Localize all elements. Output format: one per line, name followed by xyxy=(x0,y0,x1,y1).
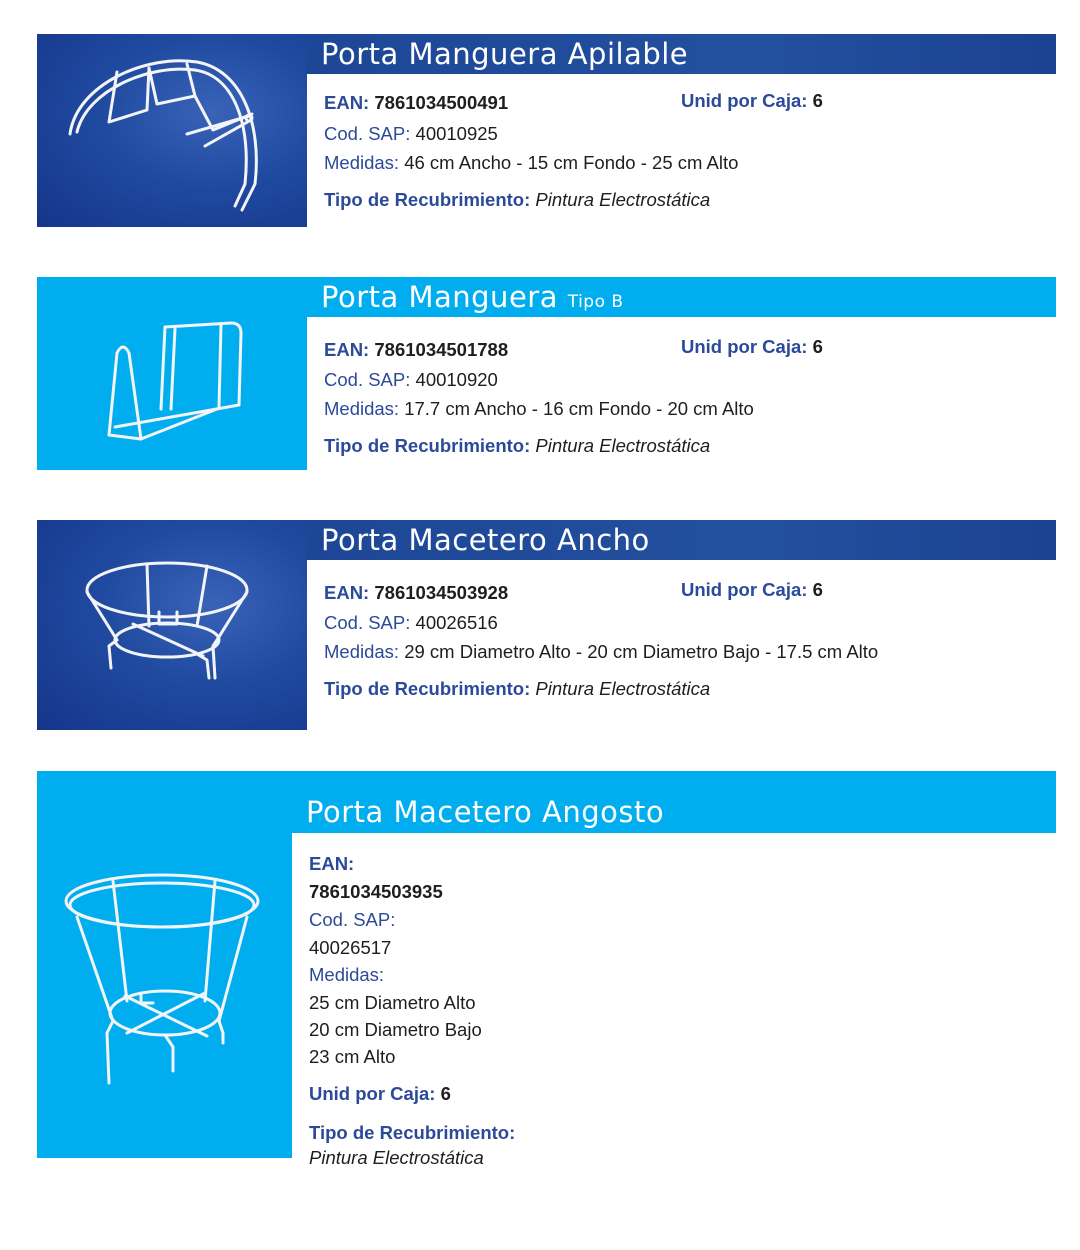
ean-row xyxy=(324,92,508,114)
unid-label: Unid por Caja: xyxy=(309,1083,436,1104)
ean-label: EAN: xyxy=(309,853,355,874)
tipo-value: Pintura Electrostática xyxy=(535,435,711,456)
medidas-value: 46 cm Ancho - 15 cm Fondo - 25 cm Alto xyxy=(404,152,739,173)
medidas-label: Medidas: xyxy=(324,398,400,419)
medidas-row xyxy=(324,641,878,663)
medidas-value: 29 cm Diametro Alto - 20 cm Diametro Bajo - 17.5 cm Alto xyxy=(404,641,879,662)
product-title-bar xyxy=(292,771,1056,833)
stackable-hose-holder-image xyxy=(37,34,307,227)
product-title: Porta Macetero Ancho xyxy=(321,523,650,557)
tipo-row xyxy=(324,435,710,457)
medidas-row xyxy=(324,398,754,420)
unid-label: Unid por Caja: xyxy=(681,90,808,111)
medidas-row xyxy=(324,152,738,174)
unid-value: 6 xyxy=(812,90,823,111)
unid-row xyxy=(681,90,823,112)
tipo-value: Pintura Electrostática xyxy=(309,1147,484,1168)
ean-label: EAN: xyxy=(324,92,370,113)
product-image-panel xyxy=(37,277,307,470)
tipo-label: Tipo de Recubrimiento: xyxy=(309,1122,516,1143)
product-title-bar xyxy=(307,277,1056,317)
medidas-label: Medidas: xyxy=(324,152,400,173)
medidas-line: 23 cm Alto xyxy=(309,1046,396,1067)
medidas-label: Medidas: xyxy=(324,641,400,662)
sap-row xyxy=(324,612,498,634)
sap-row xyxy=(324,369,498,391)
sap-label: Cod. SAP: xyxy=(324,612,411,633)
ean-value: 7861034503928 xyxy=(374,582,509,603)
tipo-label: Tipo de Recubrimiento: xyxy=(324,678,531,699)
tipo-label: Tipo de Recubrimiento: xyxy=(324,435,531,456)
sap-value: 40010925 xyxy=(415,123,498,144)
sap-label: Cod. SAP: xyxy=(324,123,411,144)
product-title-bar xyxy=(307,520,1056,560)
medidas-line: 20 cm Diametro Bajo xyxy=(309,1019,482,1040)
ean-value: 7861034500491 xyxy=(374,92,509,113)
ean-row xyxy=(324,339,508,361)
unid-value: 6 xyxy=(812,579,823,600)
medidas-value: 17.7 cm Ancho - 16 cm Fondo - 20 cm Alto xyxy=(404,398,754,419)
tipo-row xyxy=(324,678,710,700)
sap-value: 40010920 xyxy=(415,369,498,390)
unid-row xyxy=(681,579,823,601)
product-title-bar xyxy=(307,34,1056,74)
unid-row xyxy=(681,336,823,358)
tipo-value: Pintura Electrostática xyxy=(535,189,711,210)
narrow-pot-holder-image xyxy=(37,771,292,1158)
sap-value: 40026517 xyxy=(309,937,392,958)
hose-holder-type-b-image xyxy=(37,277,307,470)
unid-label: Unid por Caja: xyxy=(681,579,808,600)
sap-value: 40026516 xyxy=(415,612,498,633)
sap-label: Cod. SAP: xyxy=(309,909,396,930)
unid-row xyxy=(309,1083,451,1105)
product-title: Porta Manguera xyxy=(321,280,558,314)
tipo-label: Tipo de Recubrimiento: xyxy=(324,189,531,210)
product-title-suffix: Tipo B xyxy=(567,292,624,312)
tipo-value: Pintura Electrostática xyxy=(535,678,711,699)
product-image-panel xyxy=(37,520,307,730)
unid-value: 6 xyxy=(812,336,823,357)
unid-label: Unid por Caja: xyxy=(681,336,808,357)
sap-row xyxy=(324,123,498,145)
ean-value: 7861034503935 xyxy=(309,881,443,902)
ean-label: EAN: xyxy=(324,582,370,603)
product-image-panel xyxy=(37,771,292,1158)
tipo-row xyxy=(324,189,710,211)
product-image-panel xyxy=(37,34,307,227)
ean-row xyxy=(324,582,508,604)
sap-label: Cod. SAP: xyxy=(324,369,411,390)
ean-value: 7861034501788 xyxy=(374,339,509,360)
product-title: Porta Macetero Angosto xyxy=(306,795,665,829)
medidas-label: Medidas: xyxy=(309,964,385,985)
wide-pot-holder-image xyxy=(37,520,307,730)
product-title: Porta Manguera Apilable xyxy=(321,37,689,71)
medidas-line: 25 cm Diametro Alto xyxy=(309,992,476,1013)
unid-value: 6 xyxy=(440,1083,451,1104)
ean-label: EAN: xyxy=(324,339,370,360)
